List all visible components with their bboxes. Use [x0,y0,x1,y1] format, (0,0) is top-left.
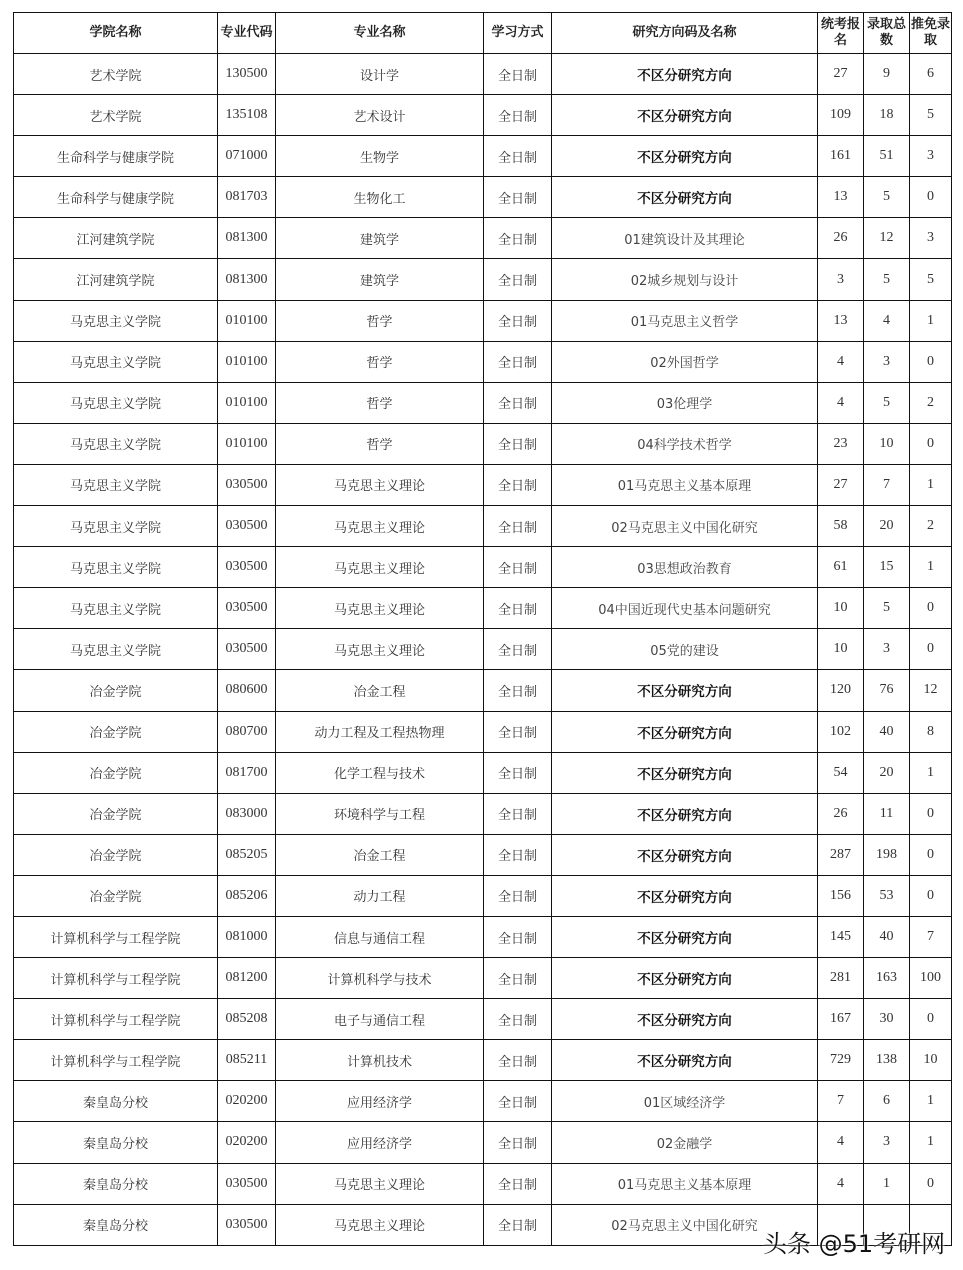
header-research-direction: 研究方向码及名称 [552,13,818,54]
watermark-text: 头条 @51考研网 [763,1230,946,1258]
cell-major-code: 130500 [218,54,276,95]
cell-exam-applicants: 167 [818,999,864,1040]
cell-study-mode: 全日制 [484,300,552,341]
cell-study-mode: 全日制 [484,464,552,505]
cell-study-mode: 全日制 [484,834,552,875]
cell-study-mode: 全日制 [484,916,552,957]
cell-major-name: 哲学 [276,341,484,382]
admissions-table [13,12,952,1246]
cell-total-admitted: 5 [864,588,910,629]
cell-major-code: 080600 [218,670,276,711]
cell-study-mode: 全日制 [484,629,552,670]
cell-exam-applicants: 4 [818,1163,864,1204]
table-row [14,793,952,834]
cell-exempt-admitted: 1 [910,547,952,588]
cell-exam-applicants: 54 [818,752,864,793]
cell-college: 江河建筑学院 [14,259,218,300]
cell-exam-applicants: 27 [818,464,864,505]
table-row [14,259,952,300]
cell-exam-applicants: 109 [818,95,864,136]
cell-study-mode: 全日制 [484,1122,552,1163]
cell-college: 计算机科学与工程学院 [14,916,218,957]
cell-major-name: 计算机科学与技术 [276,958,484,999]
cell-major-code: 010100 [218,341,276,382]
table-row [14,752,952,793]
cell-study-mode: 全日制 [484,670,552,711]
cell-research-direction: 01马克思主义基本原理 [552,464,818,505]
cell-study-mode: 全日制 [484,341,552,382]
cell-total-admitted: 12 [864,218,910,259]
cell-study-mode: 全日制 [484,1204,552,1245]
cell-total-admitted: 138 [864,1040,910,1081]
table-row [14,1081,952,1122]
cell-major-name: 生物化工 [276,177,484,218]
cell-exempt-admitted: 2 [910,506,952,547]
table-row [14,711,952,752]
cell-total-admitted: 40 [864,711,910,752]
cell-exam-applicants: 7 [818,1081,864,1122]
cell-exam-applicants: 156 [818,875,864,916]
cell-major-name: 动力工程及工程热物理 [276,711,484,752]
cell-major-code: 071000 [218,136,276,177]
table-row [14,670,952,711]
cell-research-direction: 03思想政治教育 [552,547,818,588]
cell-college: 艺术学院 [14,54,218,95]
cell-major-name: 马克思主义理论 [276,547,484,588]
cell-major-code: 010100 [218,423,276,464]
cell-study-mode: 全日制 [484,259,552,300]
cell-major-code: 081700 [218,752,276,793]
cell-major-code: 030500 [218,506,276,547]
cell-research-direction: 不区分研究方向 [552,752,818,793]
cell-exempt-admitted: 7 [910,916,952,957]
cell-study-mode: 全日制 [484,1040,552,1081]
table-row [14,95,952,136]
cell-research-direction: 02金融学 [552,1122,818,1163]
cell-major-code: 010100 [218,300,276,341]
cell-college: 秦皇岛分校 [14,1081,218,1122]
cell-major-name: 马克思主义理论 [276,464,484,505]
header-total-admitted: 录取总数 [864,13,910,54]
cell-exam-applicants: 161 [818,136,864,177]
cell-total-admitted: 5 [864,177,910,218]
cell-major-code: 080700 [218,711,276,752]
cell-major-code: 030500 [218,1163,276,1204]
cell-total-admitted: 30 [864,999,910,1040]
cell-research-direction: 01马克思主义哲学 [552,300,818,341]
cell-exam-applicants: 26 [818,793,864,834]
table-row [14,999,952,1040]
cell-study-mode: 全日制 [484,547,552,588]
cell-major-code: 030500 [218,464,276,505]
table-body [14,54,952,1246]
cell-major-name: 化学工程与技术 [276,752,484,793]
cell-major-code: 083000 [218,793,276,834]
table-row [14,958,952,999]
cell-college: 计算机科学与工程学院 [14,999,218,1040]
cell-major-name: 冶金工程 [276,670,484,711]
cell-study-mode: 全日制 [484,1163,552,1204]
table-row [14,506,952,547]
cell-research-direction: 02城乡规划与设计 [552,259,818,300]
cell-major-name: 马克思主义理论 [276,1163,484,1204]
cell-study-mode: 全日制 [484,752,552,793]
cell-college: 冶金学院 [14,752,218,793]
cell-exempt-admitted: 5 [910,95,952,136]
cell-major-code: 081703 [218,177,276,218]
cell-exempt-admitted: 1 [910,300,952,341]
cell-exempt-admitted: 0 [910,875,952,916]
table-row [14,547,952,588]
cell-total-admitted: 40 [864,916,910,957]
cell-total-admitted: 163 [864,958,910,999]
cell-college: 马克思主义学院 [14,341,218,382]
cell-college: 马克思主义学院 [14,464,218,505]
table-row [14,1163,952,1204]
cell-exam-applicants: 3 [818,259,864,300]
cell-major-name: 信息与通信工程 [276,916,484,957]
cell-exam-applicants: 281 [818,958,864,999]
cell-college: 秦皇岛分校 [14,1122,218,1163]
cell-study-mode: 全日制 [484,1081,552,1122]
cell-research-direction: 02马克思主义中国化研究 [552,1204,818,1245]
cell-study-mode: 全日制 [484,999,552,1040]
cell-total-admitted: 9 [864,54,910,95]
table-row [14,1122,952,1163]
table-row [14,875,952,916]
cell-total-admitted: 4 [864,300,910,341]
cell-research-direction: 03伦理学 [552,382,818,423]
cell-exam-applicants: 145 [818,916,864,957]
cell-major-name: 应用经济学 [276,1081,484,1122]
cell-major-code: 085205 [218,834,276,875]
cell-exempt-admitted: 8 [910,711,952,752]
cell-study-mode: 全日制 [484,711,552,752]
cell-total-admitted: 6 [864,1081,910,1122]
cell-college: 马克思主义学院 [14,423,218,464]
cell-research-direction: 不区分研究方向 [552,711,818,752]
table-row [14,218,952,259]
table-row [14,341,952,382]
cell-major-code: 081300 [218,259,276,300]
cell-major-name: 设计学 [276,54,484,95]
cell-exempt-admitted: 0 [910,629,952,670]
cell-research-direction: 04中国近现代史基本问题研究 [552,588,818,629]
cell-research-direction: 01建筑设计及其理论 [552,218,818,259]
cell-exam-applicants: 4 [818,341,864,382]
cell-research-direction: 不区分研究方向 [552,670,818,711]
cell-total-admitted: 10 [864,423,910,464]
header-study-mode: 学习方式 [484,13,552,54]
cell-exam-applicants: 23 [818,423,864,464]
cell-major-name: 哲学 [276,423,484,464]
cell-total-admitted: 20 [864,752,910,793]
cell-study-mode: 全日制 [484,875,552,916]
cell-study-mode: 全日制 [484,177,552,218]
cell-major-code: 081200 [218,958,276,999]
cell-exempt-admitted: 0 [910,999,952,1040]
cell-major-name: 马克思主义理论 [276,588,484,629]
cell-exempt-admitted: 1 [910,752,952,793]
cell-study-mode: 全日制 [484,382,552,423]
cell-exam-applicants: 4 [818,382,864,423]
cell-college: 马克思主义学院 [14,547,218,588]
admissions-table-container [13,12,952,1246]
cell-major-name: 应用经济学 [276,1122,484,1163]
cell-research-direction: 05党的建设 [552,629,818,670]
cell-study-mode: 全日制 [484,588,552,629]
cell-total-admitted: 76 [864,670,910,711]
cell-exempt-admitted: 2 [910,382,952,423]
cell-college: 秦皇岛分校 [14,1204,218,1245]
cell-total-admitted: 5 [864,382,910,423]
cell-exempt-admitted: 100 [910,958,952,999]
cell-exempt-admitted: 3 [910,218,952,259]
cell-study-mode: 全日制 [484,423,552,464]
cell-exam-applicants: 26 [818,218,864,259]
cell-exam-applicants: 61 [818,547,864,588]
cell-total-admitted: 3 [864,629,910,670]
cell-major-name: 计算机技术 [276,1040,484,1081]
cell-college: 生命科学与健康学院 [14,136,218,177]
cell-major-code: 081000 [218,916,276,957]
cell-major-name: 冶金工程 [276,834,484,875]
cell-college: 马克思主义学院 [14,382,218,423]
cell-major-name: 电子与通信工程 [276,999,484,1040]
cell-exam-applicants: 102 [818,711,864,752]
cell-college: 冶金学院 [14,834,218,875]
cell-research-direction: 不区分研究方向 [552,1040,818,1081]
header-exempt-admitted: 推免录取 [910,13,952,54]
header-major-code: 专业代码 [218,13,276,54]
cell-research-direction: 不区分研究方向 [552,54,818,95]
table-row [14,629,952,670]
cell-exempt-admitted: 0 [910,834,952,875]
cell-major-code: 085208 [218,999,276,1040]
cell-college: 马克思主义学院 [14,629,218,670]
cell-exam-applicants: 10 [818,629,864,670]
cell-research-direction: 不区分研究方向 [552,793,818,834]
cell-major-name: 艺术设计 [276,95,484,136]
table-row [14,423,952,464]
cell-major-name: 哲学 [276,300,484,341]
table-row [14,916,952,957]
cell-major-name: 哲学 [276,382,484,423]
cell-major-name: 动力工程 [276,875,484,916]
cell-total-admitted: 3 [864,1122,910,1163]
cell-research-direction: 不区分研究方向 [552,834,818,875]
cell-major-code: 081300 [218,218,276,259]
cell-college: 计算机科学与工程学院 [14,958,218,999]
cell-research-direction: 不区分研究方向 [552,95,818,136]
table-row [14,136,952,177]
cell-research-direction: 01区域经济学 [552,1081,818,1122]
cell-exempt-admitted: 12 [910,670,952,711]
cell-exam-applicants: 10 [818,588,864,629]
cell-college: 冶金学院 [14,670,218,711]
table-row [14,1040,952,1081]
cell-research-direction: 不区分研究方向 [552,177,818,218]
cell-exempt-admitted: 0 [910,793,952,834]
cell-college: 马克思主义学院 [14,588,218,629]
cell-college: 冶金学院 [14,711,218,752]
cell-total-admitted: 18 [864,95,910,136]
cell-college: 江河建筑学院 [14,218,218,259]
cell-major-name: 生物学 [276,136,484,177]
cell-exam-applicants: 13 [818,300,864,341]
cell-college: 计算机科学与工程学院 [14,1040,218,1081]
header-major-name: 专业名称 [276,13,484,54]
cell-study-mode: 全日制 [484,218,552,259]
table-row [14,300,952,341]
cell-major-code: 020200 [218,1081,276,1122]
cell-exempt-admitted: 1 [910,1122,952,1163]
cell-exempt-admitted: 6 [910,54,952,95]
table-row [14,464,952,505]
cell-total-admitted: 53 [864,875,910,916]
cell-exempt-admitted: 0 [910,341,952,382]
cell-research-direction: 01马克思主义基本原理 [552,1163,818,1204]
cell-exempt-admitted: 1 [910,464,952,505]
cell-exempt-admitted: 0 [910,177,952,218]
cell-study-mode: 全日制 [484,54,552,95]
cell-major-code: 020200 [218,1122,276,1163]
cell-research-direction: 不区分研究方向 [552,916,818,957]
cell-exempt-admitted: 5 [910,259,952,300]
table-row [14,382,952,423]
cell-college: 冶金学院 [14,793,218,834]
cell-exempt-admitted: 0 [910,1163,952,1204]
cell-college: 冶金学院 [14,875,218,916]
cell-total-admitted: 20 [864,506,910,547]
cell-exempt-admitted: 0 [910,423,952,464]
cell-research-direction: 不区分研究方向 [552,958,818,999]
cell-total-admitted: 11 [864,793,910,834]
cell-research-direction: 02马克思主义中国化研究 [552,506,818,547]
cell-exempt-admitted: 3 [910,136,952,177]
table-row [14,834,952,875]
cell-major-code: 010100 [218,382,276,423]
cell-study-mode: 全日制 [484,506,552,547]
table-row [14,54,952,95]
cell-major-name: 马克思主义理论 [276,506,484,547]
cell-total-admitted: 198 [864,834,910,875]
cell-college: 秦皇岛分校 [14,1163,218,1204]
table-row [14,177,952,218]
table-row [14,588,952,629]
cell-exam-applicants: 13 [818,177,864,218]
cell-major-code: 135108 [218,95,276,136]
cell-major-name: 建筑学 [276,259,484,300]
cell-exempt-admitted: 10 [910,1040,952,1081]
cell-major-code: 030500 [218,588,276,629]
cell-college: 马克思主义学院 [14,300,218,341]
cell-study-mode: 全日制 [484,958,552,999]
cell-major-code: 085206 [218,875,276,916]
cell-exam-applicants: 120 [818,670,864,711]
cell-major-code: 030500 [218,1204,276,1245]
cell-study-mode: 全日制 [484,793,552,834]
cell-major-code: 030500 [218,547,276,588]
cell-total-admitted: 1 [864,1163,910,1204]
cell-total-admitted: 15 [864,547,910,588]
cell-college: 马克思主义学院 [14,506,218,547]
cell-research-direction: 不区分研究方向 [552,999,818,1040]
cell-exam-applicants: 58 [818,506,864,547]
header-exam-applicants: 统考报名 [818,13,864,54]
cell-research-direction: 04科学技术哲学 [552,423,818,464]
cell-study-mode: 全日制 [484,136,552,177]
cell-exempt-admitted: 1 [910,1081,952,1122]
cell-major-name: 马克思主义理论 [276,629,484,670]
cell-major-name: 马克思主义理论 [276,1204,484,1245]
cell-research-direction: 不区分研究方向 [552,136,818,177]
cell-total-admitted: 51 [864,136,910,177]
cell-total-admitted: 3 [864,341,910,382]
cell-study-mode: 全日制 [484,95,552,136]
header-row [14,13,952,54]
cell-major-name: 建筑学 [276,218,484,259]
cell-total-admitted: 7 [864,464,910,505]
cell-exam-applicants: 27 [818,54,864,95]
cell-exam-applicants: 4 [818,1122,864,1163]
cell-major-code: 085211 [218,1040,276,1081]
header-college: 学院名称 [14,13,218,54]
cell-exam-applicants: 729 [818,1040,864,1081]
cell-major-code: 030500 [218,629,276,670]
cell-college: 生命科学与健康学院 [14,177,218,218]
cell-exam-applicants: 287 [818,834,864,875]
cell-exempt-admitted: 0 [910,588,952,629]
cell-research-direction: 不区分研究方向 [552,875,818,916]
cell-major-name: 环境科学与工程 [276,793,484,834]
cell-total-admitted: 5 [864,259,910,300]
cell-research-direction: 02外国哲学 [552,341,818,382]
cell-college: 艺术学院 [14,95,218,136]
